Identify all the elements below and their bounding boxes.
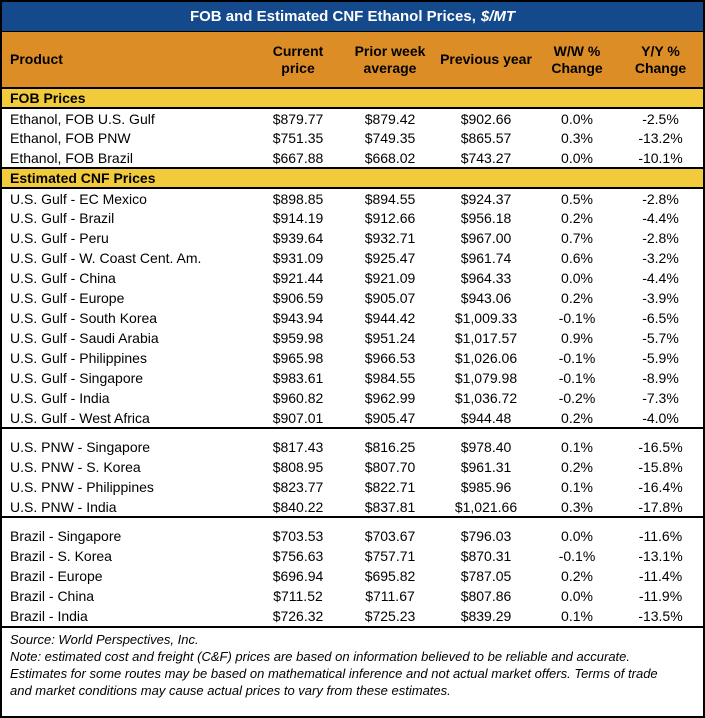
ww-change-cell: -0.2% bbox=[536, 388, 618, 408]
ww-change-cell: -0.1% bbox=[536, 348, 618, 368]
yy-change-cell: -11.9% bbox=[618, 586, 703, 606]
prior-week-cell: $894.55 bbox=[344, 188, 436, 208]
current-price-cell: $921.44 bbox=[252, 268, 344, 288]
ww-change-cell: -0.1% bbox=[536, 368, 618, 388]
product-cell: U.S. Gulf - Singapore bbox=[2, 368, 252, 388]
group-spacer bbox=[2, 428, 703, 437]
product-cell: U.S. Gulf - Saudi Arabia bbox=[2, 328, 252, 348]
group-spacer-cell bbox=[2, 517, 703, 526]
col-header-prior-week-average: Prior week average bbox=[344, 32, 436, 88]
table-row bbox=[2, 546, 703, 566]
prior-week-cell: $962.99 bbox=[344, 388, 436, 408]
yy-change-cell: -13.2% bbox=[618, 128, 703, 148]
product-cell: Ethanol, FOB Brazil bbox=[2, 148, 252, 168]
col-header-product: Product bbox=[2, 32, 252, 88]
previous-year-cell: $967.00 bbox=[436, 228, 536, 248]
current-price-cell: $817.43 bbox=[252, 437, 344, 457]
previous-year-cell: $964.33 bbox=[436, 268, 536, 288]
product-cell: U.S. Gulf - India bbox=[2, 388, 252, 408]
yy-change-cell: -5.9% bbox=[618, 348, 703, 368]
ww-change-cell: 0.2% bbox=[536, 457, 618, 477]
table-footer bbox=[2, 626, 703, 705]
table-row bbox=[2, 208, 703, 228]
section-header-label: Estimated CNF Prices bbox=[2, 168, 703, 188]
yy-change-cell: -4.4% bbox=[618, 268, 703, 288]
yy-change-cell: -16.4% bbox=[618, 477, 703, 497]
ww-change-cell: 0.0% bbox=[536, 586, 618, 606]
prior-week-cell: $822.71 bbox=[344, 477, 436, 497]
table-row bbox=[2, 477, 703, 497]
ww-change-cell: 0.6% bbox=[536, 248, 618, 268]
table-row bbox=[2, 268, 703, 288]
ww-change-cell: 0.7% bbox=[536, 228, 618, 248]
current-price-cell: $696.94 bbox=[252, 566, 344, 586]
table-row bbox=[2, 308, 703, 328]
table-title-text: FOB and Estimated CNF Ethanol Prices, bbox=[189, 8, 476, 25]
prior-week-cell: $912.66 bbox=[344, 208, 436, 228]
yy-change-cell: -2.8% bbox=[618, 228, 703, 248]
current-price-cell: $907.01 bbox=[252, 408, 344, 428]
table-title-unit: $/MT bbox=[480, 8, 516, 25]
current-price-cell: $808.95 bbox=[252, 457, 344, 477]
table-row bbox=[2, 128, 703, 148]
product-cell: U.S. Gulf - Europe bbox=[2, 288, 252, 308]
ww-change-cell: 0.1% bbox=[536, 477, 618, 497]
current-price-cell: $711.52 bbox=[252, 586, 344, 606]
source-note: Source: World Perspectives, Inc. bbox=[10, 632, 199, 647]
section-header-row bbox=[2, 88, 703, 108]
product-cell: U.S. Gulf - West Africa bbox=[2, 408, 252, 428]
previous-year-cell: $865.57 bbox=[436, 128, 536, 148]
previous-year-cell: $839.29 bbox=[436, 606, 536, 626]
ww-change-cell: 0.2% bbox=[536, 566, 618, 586]
yy-change-cell: -11.4% bbox=[618, 566, 703, 586]
yy-change-cell: -17.8% bbox=[618, 497, 703, 517]
product-cell: U.S. Gulf - Peru bbox=[2, 228, 252, 248]
current-price-cell: $943.94 bbox=[252, 308, 344, 328]
prior-week-cell: $932.71 bbox=[344, 228, 436, 248]
prior-week-cell: $807.70 bbox=[344, 457, 436, 477]
prior-week-cell: $944.42 bbox=[344, 308, 436, 328]
product-cell: U.S. PNW - Singapore bbox=[2, 437, 252, 457]
previous-year-cell: $943.06 bbox=[436, 288, 536, 308]
table-row bbox=[2, 188, 703, 208]
table-row bbox=[2, 497, 703, 517]
previous-year-cell: $796.03 bbox=[436, 526, 536, 546]
ww-change-cell: 0.3% bbox=[536, 497, 618, 517]
product-cell: Brazil - S. Korea bbox=[2, 546, 252, 566]
table-row bbox=[2, 108, 703, 128]
previous-year-cell: $1,036.72 bbox=[436, 388, 536, 408]
product-cell: Ethanol, FOB PNW bbox=[2, 128, 252, 148]
ww-change-cell: 0.3% bbox=[536, 128, 618, 148]
yy-change-cell: -13.1% bbox=[618, 546, 703, 566]
prior-week-cell: $966.53 bbox=[344, 348, 436, 368]
table-row bbox=[2, 148, 703, 168]
previous-year-cell: $743.27 bbox=[436, 148, 536, 168]
product-cell: U.S. Gulf - W. Coast Cent. Am. bbox=[2, 248, 252, 268]
current-price-cell: $756.63 bbox=[252, 546, 344, 566]
table-body bbox=[2, 88, 703, 626]
current-price-cell: $960.82 bbox=[252, 388, 344, 408]
product-cell: U.S. PNW - S. Korea bbox=[2, 457, 252, 477]
ww-change-cell: -0.1% bbox=[536, 546, 618, 566]
product-cell: Ethanol, FOB U.S. Gulf bbox=[2, 108, 252, 128]
yy-change-cell: -7.3% bbox=[618, 388, 703, 408]
table-row bbox=[2, 388, 703, 408]
prior-week-cell: $984.55 bbox=[344, 368, 436, 388]
current-price-cell: $959.98 bbox=[252, 328, 344, 348]
disclaimer-note: Note: estimated cost and freight (C&F) prices are based on information believed to be reliable and accurate. Estimates for some routes may be based on mathematical inference and not actual market offers. Terms of trade and market conditions may cause actual prices to vary from these estimates. bbox=[10, 649, 658, 698]
product-cell: U.S. Gulf - Brazil bbox=[2, 208, 252, 228]
prior-week-cell: $837.81 bbox=[344, 497, 436, 517]
previous-year-cell: $944.48 bbox=[436, 408, 536, 428]
table-row bbox=[2, 457, 703, 477]
prior-week-cell: $951.24 bbox=[344, 328, 436, 348]
product-cell: Brazil - China bbox=[2, 586, 252, 606]
yy-change-cell: -2.5% bbox=[618, 108, 703, 128]
table-row bbox=[2, 586, 703, 606]
product-cell: Brazil - India bbox=[2, 606, 252, 626]
yy-change-cell: -4.4% bbox=[618, 208, 703, 228]
table-row bbox=[2, 288, 703, 308]
yy-change-cell: -2.8% bbox=[618, 188, 703, 208]
ww-change-cell: 0.5% bbox=[536, 188, 618, 208]
current-price-cell: $667.88 bbox=[252, 148, 344, 168]
previous-year-cell: $807.86 bbox=[436, 586, 536, 606]
group-spacer bbox=[2, 517, 703, 526]
ww-change-cell: 0.1% bbox=[536, 437, 618, 457]
yy-change-cell: -16.5% bbox=[618, 437, 703, 457]
previous-year-cell: $961.74 bbox=[436, 248, 536, 268]
ww-change-cell: 0.2% bbox=[536, 288, 618, 308]
product-cell: U.S. PNW - India bbox=[2, 497, 252, 517]
prior-week-cell: $725.23 bbox=[344, 606, 436, 626]
table-title bbox=[2, 2, 703, 32]
yy-change-cell: -4.0% bbox=[618, 408, 703, 428]
current-price-cell: $931.09 bbox=[252, 248, 344, 268]
ww-change-cell: 0.1% bbox=[536, 606, 618, 626]
ww-change-cell: -0.1% bbox=[536, 308, 618, 328]
ww-change-cell: 0.0% bbox=[536, 148, 618, 168]
prior-week-cell: $749.35 bbox=[344, 128, 436, 148]
ww-change-cell: 0.9% bbox=[536, 328, 618, 348]
current-price-cell: $703.53 bbox=[252, 526, 344, 546]
table-row bbox=[2, 368, 703, 388]
current-price-cell: $751.35 bbox=[252, 128, 344, 148]
current-price-cell: $983.61 bbox=[252, 368, 344, 388]
current-price-cell: $965.98 bbox=[252, 348, 344, 368]
prior-week-cell: $668.02 bbox=[344, 148, 436, 168]
yy-change-cell: -3.2% bbox=[618, 248, 703, 268]
previous-year-cell: $961.31 bbox=[436, 457, 536, 477]
previous-year-cell: $978.40 bbox=[436, 437, 536, 457]
prior-week-cell: $816.25 bbox=[344, 437, 436, 457]
prior-week-cell: $921.09 bbox=[344, 268, 436, 288]
prior-week-cell: $905.07 bbox=[344, 288, 436, 308]
previous-year-cell: $956.18 bbox=[436, 208, 536, 228]
table-row bbox=[2, 328, 703, 348]
table-row bbox=[2, 526, 703, 546]
yy-change-cell: -11.6% bbox=[618, 526, 703, 546]
previous-year-cell: $1,009.33 bbox=[436, 308, 536, 328]
prior-week-cell: $695.82 bbox=[344, 566, 436, 586]
prior-week-cell: $757.71 bbox=[344, 546, 436, 566]
yy-change-cell: -8.9% bbox=[618, 368, 703, 388]
section-header-label: FOB Prices bbox=[2, 88, 703, 108]
product-cell: U.S. PNW - Philippines bbox=[2, 477, 252, 497]
table-row bbox=[2, 228, 703, 248]
yy-change-cell: -15.8% bbox=[618, 457, 703, 477]
ww-change-cell: 0.2% bbox=[536, 408, 618, 428]
previous-year-cell: $924.37 bbox=[436, 188, 536, 208]
current-price-cell: $823.77 bbox=[252, 477, 344, 497]
table-row bbox=[2, 606, 703, 626]
ww-change-cell: 0.0% bbox=[536, 268, 618, 288]
current-price-cell: $914.19 bbox=[252, 208, 344, 228]
table-row bbox=[2, 566, 703, 586]
ww-change-cell: 0.2% bbox=[536, 208, 618, 228]
previous-year-cell: $985.96 bbox=[436, 477, 536, 497]
yy-change-cell: -3.9% bbox=[618, 288, 703, 308]
col-header-previous-year: Previous year bbox=[436, 32, 536, 88]
ww-change-cell: 0.0% bbox=[536, 108, 618, 128]
yy-change-cell: -6.5% bbox=[618, 308, 703, 328]
prior-week-cell: $905.47 bbox=[344, 408, 436, 428]
prior-week-cell: $879.42 bbox=[344, 108, 436, 128]
current-price-cell: $879.77 bbox=[252, 108, 344, 128]
prior-week-cell: $925.47 bbox=[344, 248, 436, 268]
previous-year-cell: $1,017.57 bbox=[436, 328, 536, 348]
current-price-cell: $906.59 bbox=[252, 288, 344, 308]
prior-week-cell: $711.67 bbox=[344, 586, 436, 606]
current-price-cell: $840.22 bbox=[252, 497, 344, 517]
col-header-yy-change: Y/Y % Change bbox=[618, 32, 703, 88]
section-header-row bbox=[2, 168, 703, 188]
previous-year-cell: $902.66 bbox=[436, 108, 536, 128]
group-spacer-cell bbox=[2, 428, 703, 437]
yy-change-cell: -5.7% bbox=[618, 328, 703, 348]
previous-year-cell: $1,026.06 bbox=[436, 348, 536, 368]
current-price-cell: $726.32 bbox=[252, 606, 344, 626]
yy-change-cell: -13.5% bbox=[618, 606, 703, 626]
table-row bbox=[2, 437, 703, 457]
previous-year-cell: $870.31 bbox=[436, 546, 536, 566]
product-cell: U.S. Gulf - South Korea bbox=[2, 308, 252, 328]
prior-week-cell: $703.67 bbox=[344, 526, 436, 546]
table-row bbox=[2, 248, 703, 268]
previous-year-cell: $787.05 bbox=[436, 566, 536, 586]
yy-change-cell: -10.1% bbox=[618, 148, 703, 168]
product-cell: Brazil - Europe bbox=[2, 566, 252, 586]
price-table bbox=[2, 32, 703, 626]
current-price-cell: $939.64 bbox=[252, 228, 344, 248]
previous-year-cell: $1,021.66 bbox=[436, 497, 536, 517]
previous-year-cell: $1,079.98 bbox=[436, 368, 536, 388]
column-header-row bbox=[2, 32, 703, 88]
ww-change-cell: 0.0% bbox=[536, 526, 618, 546]
product-cell: U.S. Gulf - China bbox=[2, 268, 252, 288]
table-row bbox=[2, 408, 703, 428]
product-cell: U.S. Gulf - Philippines bbox=[2, 348, 252, 368]
col-header-ww-change: W/W % Change bbox=[536, 32, 618, 88]
col-header-current-price: Current price bbox=[252, 32, 344, 88]
product-cell: U.S. Gulf - EC Mexico bbox=[2, 188, 252, 208]
product-cell: Brazil - Singapore bbox=[2, 526, 252, 546]
current-price-cell: $898.85 bbox=[252, 188, 344, 208]
table-row bbox=[2, 348, 703, 368]
